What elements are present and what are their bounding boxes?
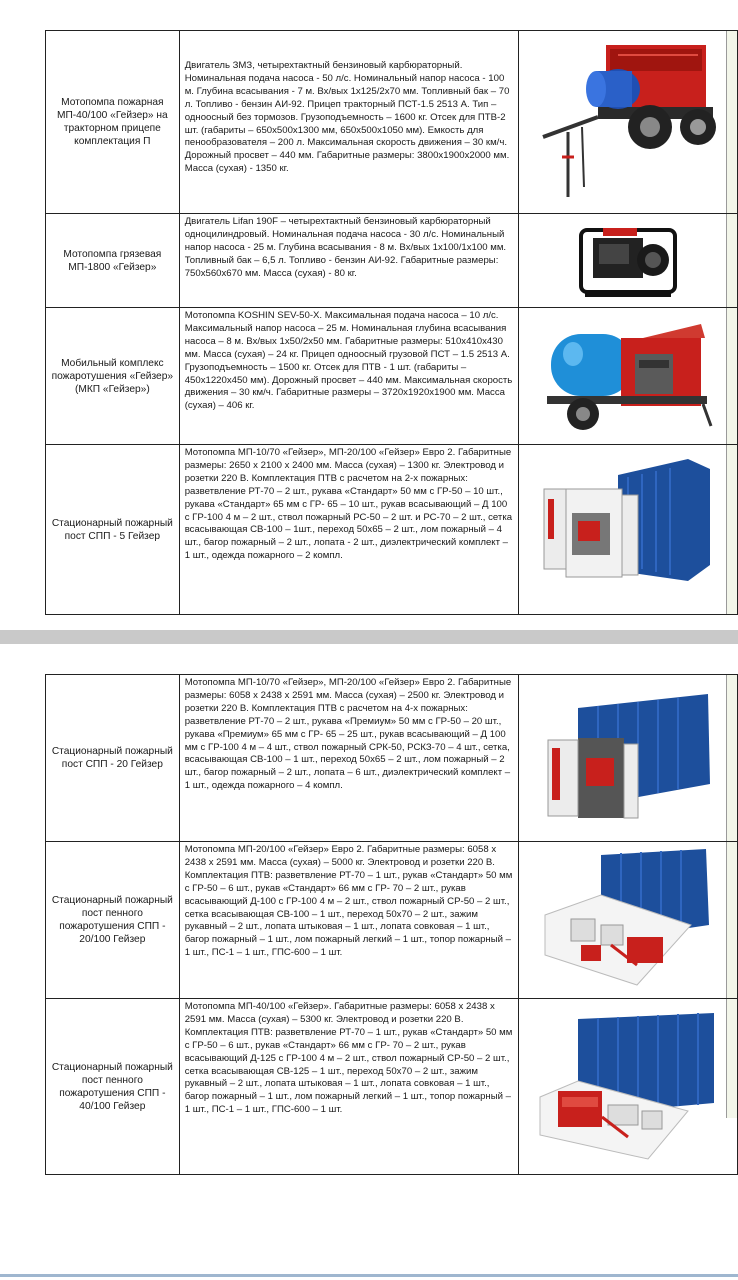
table-row	[46, 445, 738, 615]
product-name: Мотопомпа грязевая МП-1800 «Гейзер»	[46, 214, 180, 308]
mobile-complex-image	[543, 314, 713, 439]
product-image-cell	[519, 214, 738, 308]
product-description: Мотопомпа МП-20/100 «Гейзер» Евро 2. Габаритные размеры: 6058 х 2438 х 2591 мм. Масса (сухая) – 5000 кг. Электровод и розетки 220 В. Комплектация ПТВ: разветвление РТ-70 – 1 шт., рукав «Стандарт» 50 мм с ГР-50 – 6 шт., рукав «Стандарт» 66 мм с ГР- 70 – 2 шт., рукав всасывающий Д-100 с ГР-100 4 м – 2 шт., ствол пожарный СР-50 – 2 шт., сетка всасывающая СВ-100 – 1 шт., переход 50х70 – 2 шт., зажим рукавный – 2 шт., лопата штыковая – 1 шт., лопата совковая – 1 шт., багор пожарный – 1 шт., лом пожарный легкий – 1 шт., топор пожарный – 1 шт., ПС-1 – 1 шт., ГПС-600 – 1 шт.	[179, 842, 519, 999]
container-spp20-image	[538, 688, 718, 828]
foam-post-20-image	[541, 845, 716, 995]
product-description: Мотопомпа МП-10/70 «Гейзер», МП-20/100 «Гейзер» Евро 2. Габаритные размеры: 6058 х 2438 х 2591 мм. Масса (сухая) – 2500 кг. Электровод и розетки 220 В. Комплектация ПТВ с расчетом на 4-х пожарных: разветвление РТ-70 – 2 шт., рукава «Премиум» 50 мм с ГР-50 – 20 шт., рукава «Премиум» 65 мм с ГР- 65 – 25 шт., рукав всасывающий – Д 100 мм с ГР-100 4 м – 4 шт., ствол пожарный СРК-50, РСКЗ-70 – 4 шт., сетка, всасывающая СВ-100 – 1 шт., переход 50х65 – 2 шт., лом пожарный – 2 шт., багор пожарный – 2 шт., лопата – 6 шт., диэлектрический комплект – 1 шт., одежда пожарного – 4 компл.	[179, 675, 519, 842]
products-table	[45, 30, 738, 615]
table-row	[46, 999, 738, 1175]
product-description: Мотопомпа МП-40/100 «Гейзер». Габаритные размеры: 6058 х 2438 х 2591 мм. Масса (сухая) – 5300 кг. Электровод и розетки 220 В. Комплектация ПТВ: разветвление РТ-70 – 1 шт., рукав «Стандарт» 50 мм с ГР-50 – 6 шт., рукав «Стандарт» 66 мм с ГР- 70 – 2 шт., рукав всасывающий Д-125 с ГР-100 4 м – 2 шт., ствол пожарный СР-50 – 2 шт., сетка всасывающая СВ-125 – 1 шт., переход 50х70 – 2 шт., зажим рукавный – 2 шт., лопата штыковая – 1 шт., лопата совковая – 1 шт., багор пожарный – 1 шт., лом пожарный легкий – 1 шт., топор пожарный – 1 шт., ПС-1 – 1 шт., ГПС-600 – 1 шт.	[179, 999, 519, 1175]
product-name: Стационарный пожарный пост СПП - 20 Гейзер	[46, 675, 180, 842]
table-row	[46, 675, 738, 842]
document-page-1	[0, 0, 738, 630]
product-image-cell	[519, 999, 738, 1175]
product-image-cell	[519, 445, 738, 615]
table-row	[46, 214, 738, 308]
table-row	[46, 31, 738, 214]
page-separator	[0, 630, 738, 644]
product-image-cell	[519, 308, 738, 445]
product-image-cell	[519, 675, 738, 842]
product-image-cell	[519, 31, 738, 214]
product-description: Мотопомпа KOSHIN SEV-50-X. Максимальная подача насоса – 10 л/с. Максимальный напор насоса – 25 м. Номинальная глубина всасывания насоса – 8 м. Вх/вых 1х50/2х50 мм. Габаритные размеры: 510х410х430 мм. Масса (сухая) – 24 кг. Прицеп одноосный грузовой ПСТ – 1.5 2513 А. Грузоподъемность – 1500 кг. Отсек для ПТВ - 1 шт. (габариты – 450х1220х450 мм). Дорожный просвет – 440 мм. Максимальная скорость движения – 30 км/ч. Габаритные размеры – 3720х1920х1900 мм. Масса (сухая) – 406 кг.	[179, 308, 519, 445]
product-name: Мобильный комплекс пожаротушения «Гейзер» (МКП «Гейзер»)	[46, 308, 180, 445]
product-name: Стационарный пожарный пост пенного пожаротушения СПП - 40/100 Гейзер	[46, 999, 180, 1175]
products-table	[45, 674, 738, 1175]
product-description: Двигатель Lifan 190F – четырехтактный бензиновый карбюраторный одноцилиндровый. Номинальная подача насоса - 30 л/с. Номинальный напор насоса - 25 м. Глубина всасывания - 8 м. Вх/вых 1х100/1х100 мм. Топливный бак – 6,5 л. Топливо - бензин АИ-92. Габаритные размеры: 750х560х670 мм. Масса (сухая) - 80 кг.	[179, 214, 519, 308]
table-row	[46, 842, 738, 999]
foam-post-40-image	[538, 1007, 718, 1167]
product-image-cell	[519, 842, 738, 999]
product-description: Мотопомпа МП-10/70 «Гейзер», МП-20/100 «Гейзер» Евро 2. Габаритные размеры: 2650 х 2100 х 2400 мм. Масса (сухая) – 1300 кг. Электровод и розетки 220 В. Комплектация ПТВ с расчетом на 2-х пожарных: разветвление РТ-70 – 2 шт., рукава «Стандарт» 50 мм с ГР-50 – 10 шт., рукава «Стандарт» 65 мм с ГР- 65 – 10 шт., рукав всасывающий – Д 100 с ГР-100 4 м – 2 шт., ствол пожарный РС-50 – 2 шт. и РС-70 – 2 шт., сетка всасывающая СВ-100 – 1шт., переход 50х65 – 2 шт., лом пожарный – 4 шт., багор пожарный – 2 шт., лопата - 2 шт., диэлектрический комплект – 1 шт., одежда пожарного – 2 компл.	[179, 445, 519, 615]
trailer-pump-image	[538, 37, 718, 207]
table-row	[46, 308, 738, 445]
mud-pump-image	[573, 220, 683, 302]
product-name: Мотопомпа пожарная МП-40/100 «Гейзер» на тракторном прицепе комплектация П	[46, 31, 180, 214]
container-spp5-image	[538, 455, 718, 605]
product-name: Стационарный пожарный пост пенного пожаротушения СПП - 20/100 Гейзер	[46, 842, 180, 999]
product-description: Двигатель ЗМЗ, четырехтактный бензиновый карбюраторный. Номинальная подача насоса - 50 л/с. Номинальный напор насоса - 100 м. Глубина всасывания - 7 м. Вх/вых 1х125/2х70 мм. Топливный бак – 70 л. Топливо - бензин АИ-92. Прицеп тракторный ПСТ-1.5 2513 А. Тип – одноосный без тормозов. Грузоподъемность – 1600 кг. Отсек для ПТВ-2 шт. (габариты – 650х500х1300 мм, 650х500х1050 мм). Емкость для пенообразователя – 200 л. Максимальная скорость движения – 30 км/ч. Дорожный просвет – 440 мм. Габаритные размеры: 3800х1900х2000 мм. Масса (сухая) - 1350 кг.	[179, 31, 519, 214]
document-page-2	[0, 644, 738, 1280]
bottom-divider	[0, 1274, 738, 1277]
product-name: Стационарный пожарный пост СПП - 5 Гейзер	[46, 445, 180, 615]
